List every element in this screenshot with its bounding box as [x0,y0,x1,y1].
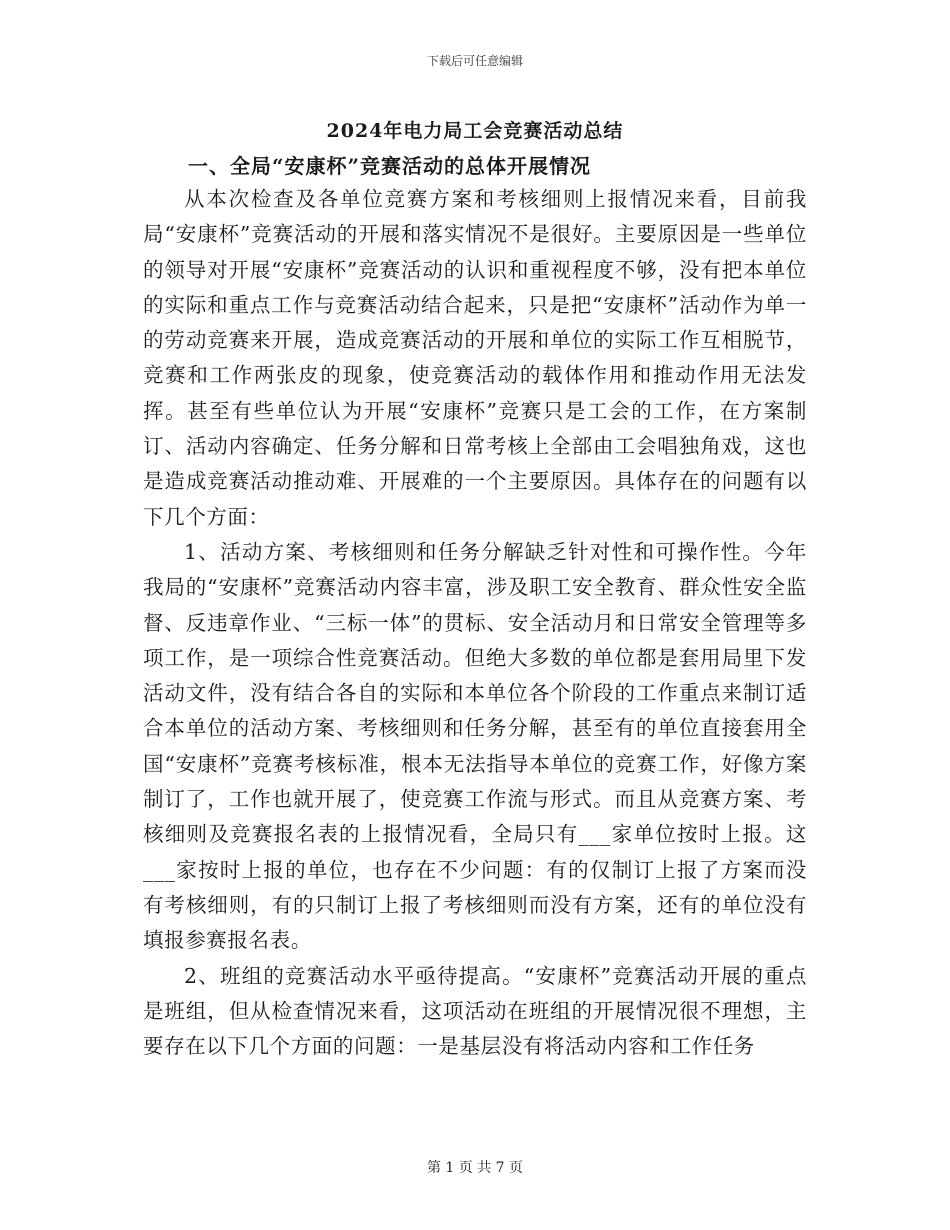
section-heading: 一、全局“安康杯”竞赛活动的总体开展情况 [188,154,592,178]
page-header-note: 下载后可任意编辑 [426,54,523,68]
paragraph-2: 1、活动方案、考核细则和任务分解缺乏针对性和可操作性。今年我局的“安康杯”竞赛活动内容丰富，涉及职工安全教育、群众性安全监督、反违章作业、“三标一体”的贯标、安全活动月和日常安全管理等多项工作，是一项综合性竞赛活动。但绝大多数的单位都是套用局里下发活动文件，没有结合各自的实际和本单位各个阶段的工作重点来制订适合本单位的活动方案、考核细则和任务分解，甚至有的单位直接套用全国“安康杯”竞赛考核标准，根本无法指导本单位的竞赛工作，好像方案制订了，工作也就开展了，使竞赛工作流与形式。而且从竞赛方案、考核细则及竞赛报名表的上报情况看，全局只有___家单位按时上报。这___家按时上报的单位，也存在不少问题：有的仅制订上报了方案而没有考核细则，有的只制订上报了考核细则而没有方案，还有的单位没有填报参赛报名表。 [143,539,807,953]
document-title: 2024年电力局工会竞赛活动总结 [326,120,624,142]
paragraph-3: 2、班组的竞赛活动水平亟待提高。“安康杯”竞赛活动开展的重点是班组，但从检查情况来看，这项活动在班组的开展情况很不理想，主要存在以下几个方面的问题：一是基层没有将活动内容和工作任务 [143,963,807,1059]
document-body [143,182,807,1064]
page-number: 第 1 页 共 7 页 [426,1160,524,1176]
paragraph-1: 从本次检查及各单位竞赛方案和考核细则上报情况来看，目前我局“安康杯”竞赛活动的开展和落实情况不是很好。主要原因是一些单位的领导对开展“安康杯”竞赛活动的认识和重视程度不够，没有把本单位的实际和重点工作与竞赛活动结合起来，只是把“安康杯”活动作为单一的劳动竞赛来开展，造成竞赛活动的开展和单位的实际工作互相脱节，竞赛和工作两张皮的现象，使竞赛活动的载体作用和推动作用无法发挥。甚至有些单位认为开展“安康杯”竞赛只是工会的工作，在方案制订、活动内容确定、任务分解和日常考核上全部由工会唱独角戏，这也是造成竞赛活动推动难、开展难的一个主要原因。具体存在的问题有以下几个方面： [143,187,807,529]
